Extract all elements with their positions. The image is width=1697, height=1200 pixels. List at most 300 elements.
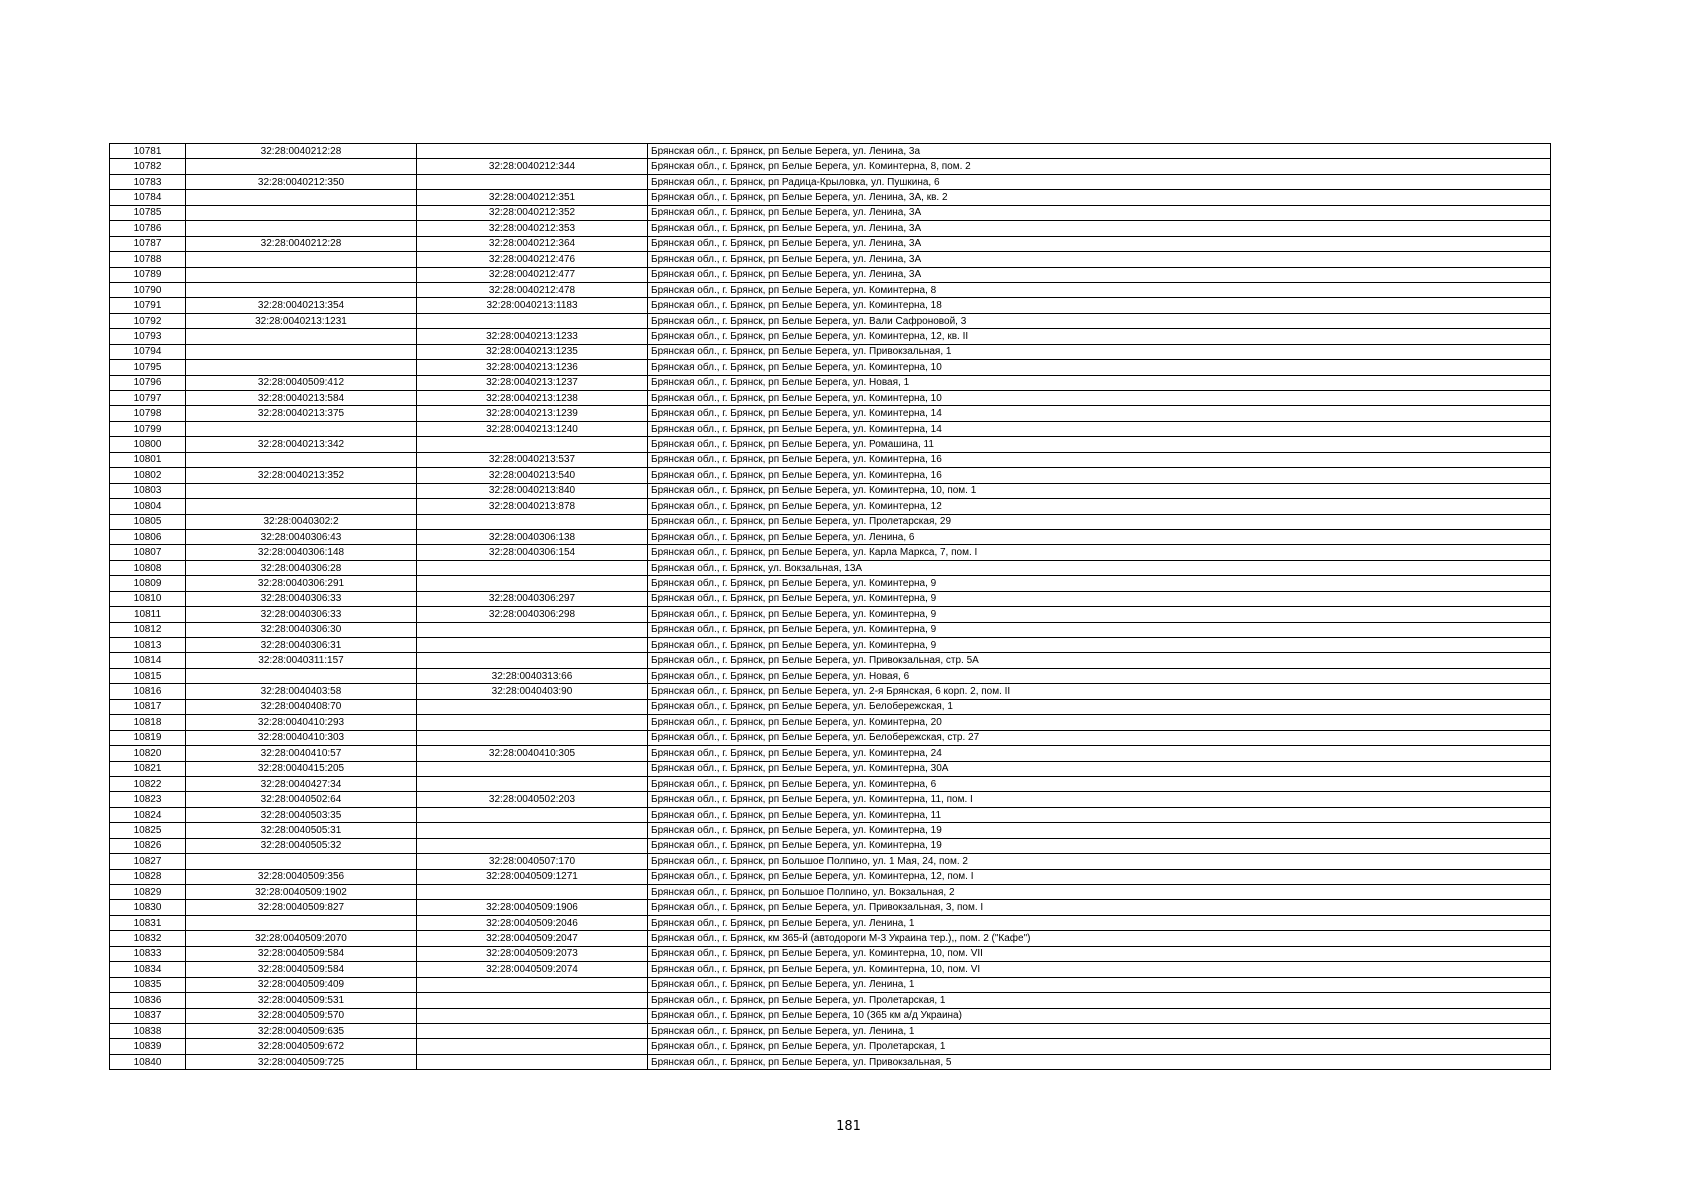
address-cell: Брянская обл., г. Брянск, ул. Вокзальная, 13А [648, 560, 1551, 575]
object-cadastral-number-cell: 32:28:0040212:478 [417, 282, 648, 297]
cadastral-number-cell: 32:28:0040410:293 [186, 715, 417, 730]
cadastral-number-cell: 32:28:0040306:28 [186, 560, 417, 575]
address-cell: Брянская обл., г. Брянск, рп Белые Берега, ул. Коминтерна, 16 [648, 452, 1551, 467]
row-number-cell: 10809 [110, 576, 186, 591]
object-cadastral-number-cell: 32:28:0040509:2073 [417, 946, 648, 961]
cadastral-number-cell [186, 344, 417, 359]
table-row [110, 1039, 1551, 1054]
object-cadastral-number-cell [417, 622, 648, 637]
table-row [110, 977, 1551, 992]
row-number-cell: 10808 [110, 560, 186, 575]
row-number-cell: 10807 [110, 545, 186, 560]
table-row [110, 545, 1551, 560]
object-cadastral-number-cell: 32:28:0040213:1236 [417, 360, 648, 375]
cadastral-number-cell [186, 854, 417, 869]
row-number-cell: 10802 [110, 468, 186, 483]
cadastral-number-cell: 32:28:0040306:291 [186, 576, 417, 591]
address-cell: Брянская обл., г. Брянск, рп Белые Берега, ул. Коминтерна, 19 [648, 838, 1551, 853]
address-cell: Брянская обл., г. Брянск, рп Белые Берега, ул. Коминтерна, 14 [648, 406, 1551, 421]
object-cadastral-number-cell: 32:28:0040213:537 [417, 452, 648, 467]
object-cadastral-number-cell [417, 885, 648, 900]
address-cell: Брянская обл., г. Брянск, рп Белые Берега, ул. Коминтерна, 18 [648, 298, 1551, 313]
address-cell: Брянская обл., г. Брянск, км 365-й (автодороги М-3 Украина тер.),, пом. 2 ("Кафе") [648, 931, 1551, 946]
address-cell: Брянская обл., г. Брянск, рп Белые Берега, ул. Новая, 1 [648, 375, 1551, 390]
table-row [110, 699, 1551, 714]
row-number-cell: 10834 [110, 962, 186, 977]
address-cell: Брянская обл., г. Брянск, рп Белые Берега, ул. Ленина, 3А, кв. 2 [648, 190, 1551, 205]
cadastral-number-cell [186, 267, 417, 282]
table-row [110, 915, 1551, 930]
cadastral-number-cell: 32:28:0040213:1231 [186, 313, 417, 328]
object-cadastral-number-cell [417, 838, 648, 853]
table-row [110, 730, 1551, 745]
address-cell: Брянская обл., г. Брянск, рп Белые Берега, ул. Коминтерна, 9 [648, 638, 1551, 653]
cadastral-number-cell: 32:28:0040403:58 [186, 684, 417, 699]
row-number-cell: 10806 [110, 529, 186, 544]
address-cell: Брянская обл., г. Брянск, рп Белые Берега, ул. Ленина, 1 [648, 1023, 1551, 1038]
row-number-cell: 10828 [110, 869, 186, 884]
address-cell: Брянская обл., г. Брянск, рп Белые Берега, ул. Вали Сафроновой, 3 [648, 313, 1551, 328]
address-cell: Брянская обл., г. Брянск, рп Белые Берега, ул. Коминтерна, 24 [648, 746, 1551, 761]
table-row [110, 854, 1551, 869]
object-cadastral-number-cell [417, 977, 648, 992]
row-number-cell: 10825 [110, 823, 186, 838]
table-row [110, 499, 1551, 514]
row-number-cell: 10798 [110, 406, 186, 421]
row-number-cell: 10791 [110, 298, 186, 313]
table-row [110, 529, 1551, 544]
table-row [110, 869, 1551, 884]
table-row [110, 329, 1551, 344]
address-cell: Брянская обл., г. Брянск, рп Белые Берега, ул. Привокзальная, 1 [648, 344, 1551, 359]
row-number-cell: 10800 [110, 437, 186, 452]
object-cadastral-number-cell [417, 1039, 648, 1054]
row-number-cell: 10813 [110, 638, 186, 653]
row-number-cell: 10784 [110, 190, 186, 205]
cadastral-number-cell: 32:28:0040509:412 [186, 375, 417, 390]
cadastral-number-cell: 32:28:0040509:1902 [186, 885, 417, 900]
row-number-cell: 10785 [110, 205, 186, 220]
row-number-cell: 10790 [110, 282, 186, 297]
object-cadastral-number-cell: 32:28:0040212:477 [417, 267, 648, 282]
object-cadastral-number-cell: 32:28:0040403:90 [417, 684, 648, 699]
cadastral-number-cell: 32:28:0040306:31 [186, 638, 417, 653]
cadastral-number-cell [186, 915, 417, 930]
row-number-cell: 10826 [110, 838, 186, 853]
cadastral-number-cell: 32:28:0040213:352 [186, 468, 417, 483]
object-cadastral-number-cell [417, 1054, 648, 1069]
table-row [110, 252, 1551, 267]
row-number-cell: 10833 [110, 946, 186, 961]
address-cell: Брянская обл., г. Брянск, рп Белые Берега, ул. Привокзальная, 3, пом. I [648, 900, 1551, 915]
table-row [110, 931, 1551, 946]
object-cadastral-number-cell [417, 174, 648, 189]
table-row [110, 144, 1551, 159]
row-number-cell: 10799 [110, 421, 186, 436]
table-row [110, 776, 1551, 791]
address-cell: Брянская обл., г. Брянск, рп Белые Берега, ул. Коминтерна, 30А [648, 761, 1551, 776]
address-cell: Брянская обл., г. Брянск, рп Белые Берега, ул. Привокзальная, 5 [648, 1054, 1551, 1069]
address-cell: Брянская обл., г. Брянск, рп Белые Берега, ул. Коминтерна, 19 [648, 823, 1551, 838]
table-row [110, 360, 1551, 375]
row-number-cell: 10831 [110, 915, 186, 930]
object-cadastral-number-cell: 32:28:0040313:66 [417, 668, 648, 683]
table-row [110, 159, 1551, 174]
object-cadastral-number-cell: 32:28:0040213:840 [417, 483, 648, 498]
table-row [110, 962, 1551, 977]
row-number-cell: 10829 [110, 885, 186, 900]
row-number-cell: 10792 [110, 313, 186, 328]
table-row [110, 653, 1551, 668]
table-row [110, 221, 1551, 236]
row-number-cell: 10838 [110, 1023, 186, 1038]
row-number-cell: 10820 [110, 746, 186, 761]
cadastral-number-cell: 32:28:0040509:2070 [186, 931, 417, 946]
cadastral-number-cell [186, 190, 417, 205]
object-cadastral-number-cell: 32:28:0040212:351 [417, 190, 648, 205]
table-row [110, 993, 1551, 1008]
cadastral-number-cell: 32:28:0040213:584 [186, 391, 417, 406]
table-row [110, 900, 1551, 915]
row-number-cell: 10817 [110, 699, 186, 714]
object-cadastral-number-cell [417, 576, 648, 591]
table-row [110, 1008, 1551, 1023]
address-cell: Брянская обл., г. Брянск, рп Белые Берега, ул. Ленина, 3а [648, 144, 1551, 159]
object-cadastral-number-cell: 32:28:0040306:154 [417, 545, 648, 560]
object-cadastral-number-cell: 32:28:0040509:2047 [417, 931, 648, 946]
cadastral-number-cell [186, 668, 417, 683]
table-row [110, 607, 1551, 622]
table-row [110, 560, 1551, 575]
cadastral-number-cell: 32:28:0040212:350 [186, 174, 417, 189]
object-cadastral-number-cell: 32:28:0040509:1271 [417, 869, 648, 884]
table-row [110, 946, 1551, 961]
table-row [110, 190, 1551, 205]
address-cell: Брянская обл., г. Брянск, рп Белые Берега, ул. Коминтерна, 8, пом. 2 [648, 159, 1551, 174]
cadastral-number-cell [186, 360, 417, 375]
object-cadastral-number-cell: 32:28:0040213:1239 [417, 406, 648, 421]
cadastral-number-cell [186, 452, 417, 467]
cadastral-number-cell: 32:28:0040410:303 [186, 730, 417, 745]
table-row [110, 514, 1551, 529]
cadastral-number-cell: 32:28:0040509:672 [186, 1039, 417, 1054]
cadastral-number-cell: 32:28:0040509:584 [186, 962, 417, 977]
address-cell: Брянская обл., г. Брянск, рп Белые Берега, ул. Коминтерна, 10, пом. VII [648, 946, 1551, 961]
table-row [110, 668, 1551, 683]
row-number-cell: 10832 [110, 931, 186, 946]
table-row [110, 174, 1551, 189]
address-cell: Брянская обл., г. Брянск, рп Белые Берега, ул. Ромашина, 11 [648, 437, 1551, 452]
cadastral-number-cell [186, 483, 417, 498]
object-cadastral-number-cell: 32:28:0040213:1238 [417, 391, 648, 406]
cadastral-number-cell: 32:28:0040509:827 [186, 900, 417, 915]
row-number-cell: 10805 [110, 514, 186, 529]
table-row [110, 452, 1551, 467]
row-number-cell: 10804 [110, 499, 186, 514]
row-number-cell: 10840 [110, 1054, 186, 1069]
row-number-cell: 10794 [110, 344, 186, 359]
object-cadastral-number-cell [417, 807, 648, 822]
cadastral-number-cell: 32:28:0040213:354 [186, 298, 417, 313]
object-cadastral-number-cell: 32:28:0040213:878 [417, 499, 648, 514]
row-number-cell: 10824 [110, 807, 186, 822]
object-cadastral-number-cell: 32:28:0040306:298 [417, 607, 648, 622]
table-row [110, 638, 1551, 653]
address-cell: Брянская обл., г. Брянск, рп Белые Берега, ул. Ленина, 3А [648, 205, 1551, 220]
registry-table-body [110, 144, 1551, 1070]
table-row [110, 468, 1551, 483]
row-number-cell: 10818 [110, 715, 186, 730]
cadastral-number-cell: 32:28:0040505:32 [186, 838, 417, 853]
cadastral-number-cell: 32:28:0040509:584 [186, 946, 417, 961]
address-cell: Брянская обл., г. Брянск, рп Белые Берега, ул. Ленина, 3А [648, 267, 1551, 282]
table-row [110, 298, 1551, 313]
object-cadastral-number-cell [417, 313, 648, 328]
object-cadastral-number-cell: 32:28:0040509:1906 [417, 900, 648, 915]
address-cell: Брянская обл., г. Брянск, рп Большое Полпино, ул. 1 Мая, 24, пом. 2 [648, 854, 1551, 869]
row-number-cell: 10787 [110, 236, 186, 251]
row-number-cell: 10835 [110, 977, 186, 992]
cadastral-number-cell: 32:28:0040306:148 [186, 545, 417, 560]
object-cadastral-number-cell [417, 699, 648, 714]
row-number-cell: 10803 [110, 483, 186, 498]
address-cell: Брянская обл., г. Брянск, рп Большое Полпино, ул. Вокзальная, 2 [648, 885, 1551, 900]
object-cadastral-number-cell: 32:28:0040212:353 [417, 221, 648, 236]
row-number-cell: 10822 [110, 776, 186, 791]
table-row [110, 421, 1551, 436]
object-cadastral-number-cell [417, 638, 648, 653]
cadastral-number-cell: 32:28:0040212:28 [186, 144, 417, 159]
row-number-cell: 10821 [110, 761, 186, 776]
object-cadastral-number-cell [417, 1023, 648, 1038]
table-row [110, 576, 1551, 591]
table-row [110, 792, 1551, 807]
object-cadastral-number-cell: 32:28:0040507:170 [417, 854, 648, 869]
object-cadastral-number-cell [417, 560, 648, 575]
table-row [110, 313, 1551, 328]
cadastral-number-cell: 32:28:0040509:635 [186, 1023, 417, 1038]
row-number-cell: 10811 [110, 607, 186, 622]
address-cell: Брянская обл., г. Брянск, рп Белые Берега, ул. Коминтерна, 10 [648, 391, 1551, 406]
table-row [110, 282, 1551, 297]
cadastral-number-cell: 32:28:0040502:64 [186, 792, 417, 807]
table-row [110, 236, 1551, 251]
row-number-cell: 10827 [110, 854, 186, 869]
table-row [110, 622, 1551, 637]
object-cadastral-number-cell: 32:28:0040213:1233 [417, 329, 648, 344]
row-number-cell: 10815 [110, 668, 186, 683]
cadastral-number-cell: 32:28:0040509:409 [186, 977, 417, 992]
object-cadastral-number-cell: 32:28:0040306:138 [417, 529, 648, 544]
cadastral-number-cell: 32:28:0040410:57 [186, 746, 417, 761]
address-cell: Брянская обл., г. Брянск, рп Белые Берега, ул. Коминтерна, 14 [648, 421, 1551, 436]
object-cadastral-number-cell [417, 715, 648, 730]
cadastral-number-cell: 32:28:0040509:531 [186, 993, 417, 1008]
table-row [110, 684, 1551, 699]
row-number-cell: 10810 [110, 591, 186, 606]
cadastral-number-cell [186, 282, 417, 297]
row-number-cell: 10795 [110, 360, 186, 375]
address-cell: Брянская обл., г. Брянск, рп Белые Берега, ул. Карла Маркса, 7, пом. I [648, 545, 1551, 560]
object-cadastral-number-cell [417, 653, 648, 668]
row-number-cell: 10816 [110, 684, 186, 699]
table-row [110, 823, 1551, 838]
table-row [110, 807, 1551, 822]
cadastral-number-cell: 32:28:0040408:70 [186, 699, 417, 714]
table-row [110, 715, 1551, 730]
cadastral-number-cell: 32:28:0040306:33 [186, 607, 417, 622]
address-cell: Брянская обл., г. Брянск, рп Белые Берега, ул. Привокзальная, стр. 5А [648, 653, 1551, 668]
cadastral-number-cell: 32:28:0040306:43 [186, 529, 417, 544]
object-cadastral-number-cell: 32:28:0040509:2046 [417, 915, 648, 930]
object-cadastral-number-cell [417, 823, 648, 838]
cadastral-number-cell: 32:28:0040306:33 [186, 591, 417, 606]
address-cell: Брянская обл., г. Брянск, рп Белые Берега, ул. Ленина, 3А [648, 221, 1551, 236]
cadastral-number-cell: 32:28:0040415:205 [186, 761, 417, 776]
row-number-cell: 10783 [110, 174, 186, 189]
row-number-cell: 10781 [110, 144, 186, 159]
cadastral-number-cell [186, 205, 417, 220]
object-cadastral-number-cell: 32:28:0040509:2074 [417, 962, 648, 977]
row-number-cell: 10819 [110, 730, 186, 745]
property-registry-table [109, 143, 1551, 1070]
address-cell: Брянская обл., г. Брянск, рп Белые Берега, ул. 2-я Брянская, 6 корп. 2, пом. II [648, 684, 1551, 699]
table-row [110, 437, 1551, 452]
address-cell: Брянская обл., г. Брянск, рп Белые Берега, ул. Коминтерна, 20 [648, 715, 1551, 730]
address-cell: Брянская обл., г. Брянск, рп Белые Берега, ул. Коминтерна, 12, кв. II [648, 329, 1551, 344]
table-row [110, 406, 1551, 421]
object-cadastral-number-cell [417, 730, 648, 745]
cadastral-number-cell: 32:28:0040505:31 [186, 823, 417, 838]
row-number-cell: 10812 [110, 622, 186, 637]
cadastral-number-cell: 32:28:0040509:725 [186, 1054, 417, 1069]
address-cell: Брянская обл., г. Брянск, рп Белые Берега, ул. Коминтерна, 10, пом. VI [648, 962, 1551, 977]
table-row [110, 205, 1551, 220]
object-cadastral-number-cell [417, 776, 648, 791]
object-cadastral-number-cell: 32:28:0040213:1235 [417, 344, 648, 359]
address-cell: Брянская обл., г. Брянск, рп Белые Берега, ул. Ленина, 1 [648, 915, 1551, 930]
row-number-cell: 10839 [110, 1039, 186, 1054]
row-number-cell: 10823 [110, 792, 186, 807]
address-cell: Брянская обл., г. Брянск, рп Белые Берега, ул. Коминтерна, 9 [648, 607, 1551, 622]
address-cell: Брянская обл., г. Брянск, рп Белые Берега, ул. Новая, 6 [648, 668, 1551, 683]
cadastral-number-cell: 32:28:0040311:157 [186, 653, 417, 668]
object-cadastral-number-cell [417, 993, 648, 1008]
object-cadastral-number-cell [417, 761, 648, 776]
address-cell: Брянская обл., г. Брянск, рп Радица-Крыловка, ул. Пушкина, 6 [648, 174, 1551, 189]
object-cadastral-number-cell: 32:28:0040213:1237 [417, 375, 648, 390]
row-number-cell: 10837 [110, 1008, 186, 1023]
row-number-cell: 10814 [110, 653, 186, 668]
table-row [110, 267, 1551, 282]
table-row [110, 838, 1551, 853]
address-cell: Брянская обл., г. Брянск, рп Белые Берега, ул. Белобережская, стр. 27 [648, 730, 1551, 745]
cadastral-number-cell: 32:28:0040427:34 [186, 776, 417, 791]
address-cell: Брянская обл., г. Брянск, рп Белые Берега, ул. Ленина, 3А [648, 252, 1551, 267]
cadastral-number-cell [186, 252, 417, 267]
cadastral-number-cell: 32:28:0040503:35 [186, 807, 417, 822]
page-number: 181 [836, 1119, 861, 1134]
address-cell: Брянская обл., г. Брянск, рп Белые Берега, ул. Коминтерна, 12, пом. I [648, 869, 1551, 884]
address-cell: Брянская обл., г. Брянск, рп Белые Берега, ул. Коминтерна, 12 [648, 499, 1551, 514]
row-number-cell: 10796 [110, 375, 186, 390]
cadastral-number-cell [186, 421, 417, 436]
row-number-cell: 10782 [110, 159, 186, 174]
address-cell: Брянская обл., г. Брянск, рп Белые Берега, ул. Коминтерна, 9 [648, 576, 1551, 591]
table-row [110, 761, 1551, 776]
object-cadastral-number-cell: 32:28:0040213:1183 [417, 298, 648, 313]
object-cadastral-number-cell: 32:28:0040213:1240 [417, 421, 648, 436]
object-cadastral-number-cell [417, 437, 648, 452]
address-cell: Брянская обл., г. Брянск, рп Белые Берега, ул. Коминтерна, 16 [648, 468, 1551, 483]
cadastral-number-cell [186, 499, 417, 514]
table-row [110, 1054, 1551, 1069]
address-cell: Брянская обл., г. Брянск, рп Белые Берега, ул. Коминтерна, 9 [648, 591, 1551, 606]
object-cadastral-number-cell: 32:28:0040212:364 [417, 236, 648, 251]
table-row [110, 344, 1551, 359]
row-number-cell: 10801 [110, 452, 186, 467]
row-number-cell: 10836 [110, 993, 186, 1008]
table-row [110, 591, 1551, 606]
address-cell: Брянская обл., г. Брянск, рп Белые Берега, ул. Пролетарская, 29 [648, 514, 1551, 529]
table-row [110, 885, 1551, 900]
object-cadastral-number-cell: 32:28:0040212:476 [417, 252, 648, 267]
address-cell: Брянская обл., г. Брянск, рп Белые Берега, ул. Ленина, 6 [648, 529, 1551, 544]
cadastral-number-cell [186, 221, 417, 236]
row-number-cell: 10786 [110, 221, 186, 236]
cadastral-number-cell: 32:28:0040212:28 [186, 236, 417, 251]
table-row [110, 483, 1551, 498]
row-number-cell: 10793 [110, 329, 186, 344]
row-number-cell: 10789 [110, 267, 186, 282]
cadastral-number-cell: 32:28:0040306:30 [186, 622, 417, 637]
cadastral-number-cell [186, 329, 417, 344]
cadastral-number-cell: 32:28:0040302:2 [186, 514, 417, 529]
object-cadastral-number-cell: 32:28:0040306:297 [417, 591, 648, 606]
object-cadastral-number-cell [417, 144, 648, 159]
address-cell: Брянская обл., г. Брянск, рп Белые Берега, ул. Коминтерна, 8 [648, 282, 1551, 297]
cadastral-number-cell: 32:28:0040509:570 [186, 1008, 417, 1023]
object-cadastral-number-cell: 32:28:0040212:352 [417, 205, 648, 220]
object-cadastral-number-cell [417, 1008, 648, 1023]
address-cell: Брянская обл., г. Брянск, рп Белые Берега, ул. Коминтерна, 9 [648, 622, 1551, 637]
row-number-cell: 10830 [110, 900, 186, 915]
object-cadastral-number-cell [417, 514, 648, 529]
cadastral-number-cell: 32:28:0040213:375 [186, 406, 417, 421]
address-cell: Брянская обл., г. Брянск, рп Белые Берега, ул. Ленина, 3А [648, 236, 1551, 251]
address-cell: Брянская обл., г. Брянск, рп Белые Берега, ул. Коминтерна, 11 [648, 807, 1551, 822]
address-cell: Брянская обл., г. Брянск, рп Белые Берега, ул. Белобережская, 1 [648, 699, 1551, 714]
address-cell: Брянская обл., г. Брянск, рп Белые Берега, ул. Коминтерна, 10, пом. 1 [648, 483, 1551, 498]
cadastral-number-cell [186, 159, 417, 174]
cadastral-number-cell: 32:28:0040509:356 [186, 869, 417, 884]
address-cell: Брянская обл., г. Брянск, рп Белые Берега, ул. Пролетарская, 1 [648, 993, 1551, 1008]
row-number-cell: 10797 [110, 391, 186, 406]
table-row [110, 391, 1551, 406]
object-cadastral-number-cell: 32:28:0040212:344 [417, 159, 648, 174]
table-row [110, 746, 1551, 761]
address-cell: Брянская обл., г. Брянск, рп Белые Берега, 10 (365 км а/д Украина) [648, 1008, 1551, 1023]
object-cadastral-number-cell: 32:28:0040502:203 [417, 792, 648, 807]
address-cell: Брянская обл., г. Брянск, рп Белые Берега, ул. Коминтерна, 11, пом. I [648, 792, 1551, 807]
address-cell: Брянская обл., г. Брянск, рп Белые Берега, ул. Коминтерна, 10 [648, 360, 1551, 375]
row-number-cell: 10788 [110, 252, 186, 267]
cadastral-number-cell: 32:28:0040213:342 [186, 437, 417, 452]
table-row [110, 1023, 1551, 1038]
address-cell: Брянская обл., г. Брянск, рп Белые Берега, ул. Пролетарская, 1 [648, 1039, 1551, 1054]
address-cell: Брянская обл., г. Брянск, рп Белые Берега, ул. Ленина, 1 [648, 977, 1551, 992]
object-cadastral-number-cell: 32:28:0040213:540 [417, 468, 648, 483]
